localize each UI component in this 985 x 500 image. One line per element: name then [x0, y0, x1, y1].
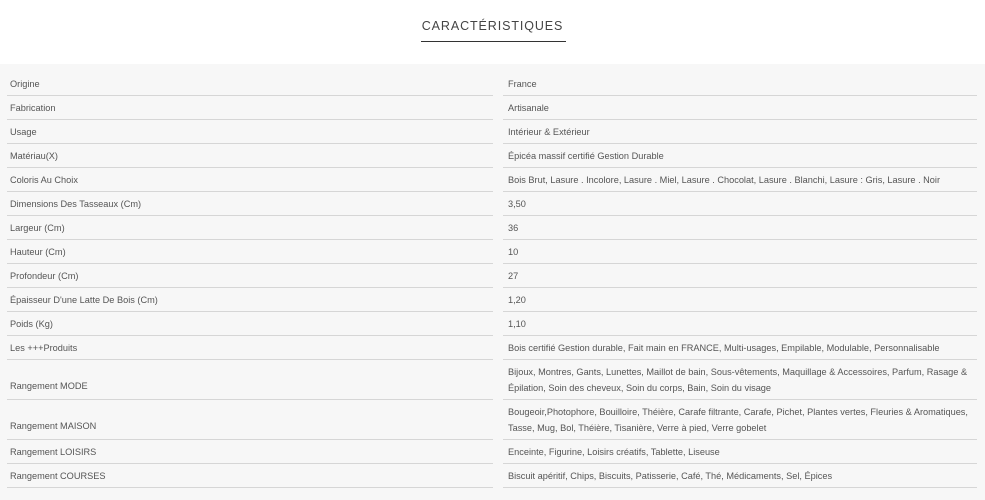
spec-row-usage [0, 120, 985, 144]
specifications-table [0, 64, 985, 500]
spec-row-rangement-courses [0, 464, 985, 488]
spec-label: Les +++Produits [7, 336, 493, 360]
spec-label: Largeur (Cm) [7, 216, 493, 240]
spec-row-rangement-mode [0, 360, 985, 400]
spec-value: 1,20 [503, 288, 977, 312]
spec-value: Enceinte, Figurine, Loisirs créatifs, Tablette, Liseuse [503, 440, 977, 464]
spec-value: Intérieur & Extérieur [503, 120, 977, 144]
spec-label: Profondeur (Cm) [7, 264, 493, 288]
spec-label: Épaisseur D'une Latte De Bois (Cm) [7, 288, 493, 312]
spec-value: Bijoux, Montres, Gants, Lunettes, Maillot de bain, Sous-vêtements, Maquillage & Accessoires, Parfum, Rasage & Épilation, Soin des cheveux, Soin du corps, Bain, Soin du visage [503, 360, 977, 400]
spec-value: Bois certifié Gestion durable, Fait main en FRANCE, Multi-usages, Empilable, Modulable, Personnalisable [503, 336, 977, 360]
spec-value: 36 [503, 216, 977, 240]
spec-label: Origine [7, 72, 493, 96]
spec-row-materiau [0, 144, 985, 168]
spec-row-hauteur [0, 240, 985, 264]
spec-row-dimensions [0, 192, 985, 216]
spec-label: Hauteur (Cm) [7, 240, 493, 264]
spec-value: Bougeoir,Photophore, Bouilloire, Théière, Carafe filtrante, Carafe, Pichet, Plantes vertes, Fleuries & Aromatiques, Tasse, Mug, Bol, Théière, Tisanière, Verre à pied, Verre gobelet [503, 400, 977, 440]
spec-value: Artisanale [503, 96, 977, 120]
spec-label: Poids (Kg) [7, 312, 493, 336]
spec-label: Rangement MAISON [7, 400, 493, 440]
spec-row-rangement-loisirs [0, 440, 985, 464]
spec-row-produits [0, 336, 985, 360]
spec-value: Bois Brut, Lasure . Incolore, Lasure . Miel, Lasure . Chocolat, Lasure . Blanchi, Lasure : Gris, Lasure . Noir [503, 168, 977, 192]
spec-label: Dimensions Des Tasseaux (Cm) [7, 192, 493, 216]
spec-value: Biscuit apéritif, Chips, Biscuits, Patisserie, Café, Thé, Médicaments, Sel, Épices [503, 464, 977, 488]
section-header [0, 0, 985, 64]
spec-row-epaisseur [0, 288, 985, 312]
title-underline [421, 41, 566, 42]
spec-value: Épicéa massif certifié Gestion Durable [503, 144, 977, 168]
spec-value: 10 [503, 240, 977, 264]
spec-row-rangement-maison [0, 400, 985, 440]
spec-label: Coloris Au Choix [7, 168, 493, 192]
spec-row-coloris [0, 168, 985, 192]
spec-label: Rangement MODE [7, 360, 493, 400]
spec-value: France [503, 72, 977, 96]
spec-value: 27 [503, 264, 977, 288]
spec-label: Usage [7, 120, 493, 144]
spec-row-origine [0, 72, 985, 96]
spec-value: 3,50 [503, 192, 977, 216]
section-title: CARACTÉRISTIQUES [421, 19, 564, 33]
spec-row-largeur [0, 216, 985, 240]
spec-label: Fabrication [7, 96, 493, 120]
spec-label: Rangement COURSES [7, 464, 493, 488]
spec-row-profondeur [0, 264, 985, 288]
spec-row-fabrication [0, 96, 985, 120]
spec-label: Rangement LOISIRS [7, 440, 493, 464]
spec-label: Matériau(X) [7, 144, 493, 168]
spec-value: 1,10 [503, 312, 977, 336]
spec-row-poids [0, 312, 985, 336]
